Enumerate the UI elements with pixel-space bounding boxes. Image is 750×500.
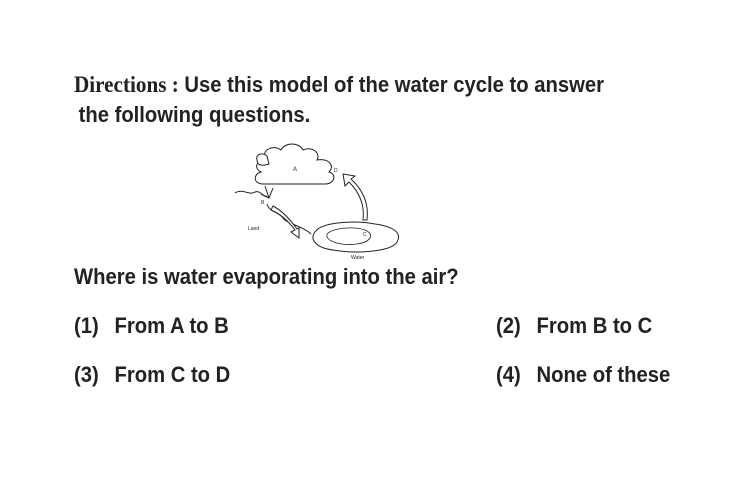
label-b: B xyxy=(261,200,265,206)
lake-shape xyxy=(313,222,399,252)
directions-line-1: Use this model of the water cycle to answer xyxy=(178,72,604,97)
land-line xyxy=(235,191,311,234)
option-1-text: From A to B xyxy=(114,313,229,338)
option-2[interactable] xyxy=(496,313,652,339)
option-1-number: (1) xyxy=(74,313,99,338)
option-3[interactable] xyxy=(74,362,230,388)
option-2-number: (2) xyxy=(496,313,521,338)
option-4-text: None of these xyxy=(536,362,671,387)
option-4[interactable] xyxy=(496,362,670,388)
small-cloud-shape xyxy=(257,154,269,165)
option-3-number: (3) xyxy=(74,362,99,387)
option-2-text: From B to C xyxy=(536,313,653,338)
label-d: D xyxy=(334,168,338,174)
label-a: A xyxy=(293,167,298,173)
question-text: Where is water evaporating into the air? xyxy=(74,264,459,289)
label-land: Land xyxy=(248,226,260,232)
option-3-text: From C to D xyxy=(114,362,231,387)
water-cycle-diagram xyxy=(225,138,415,263)
label-c: C xyxy=(363,232,367,238)
directions-lead: Directions : xyxy=(74,72,179,97)
runoff-arrow xyxy=(271,206,299,238)
evaporation-arrow xyxy=(343,174,367,220)
directions-line-2: the following questions. xyxy=(78,102,311,127)
directions-text xyxy=(74,70,626,130)
label-water: Water xyxy=(351,255,365,261)
option-4-number: (4) xyxy=(496,362,521,387)
option-1[interactable] xyxy=(74,313,229,339)
